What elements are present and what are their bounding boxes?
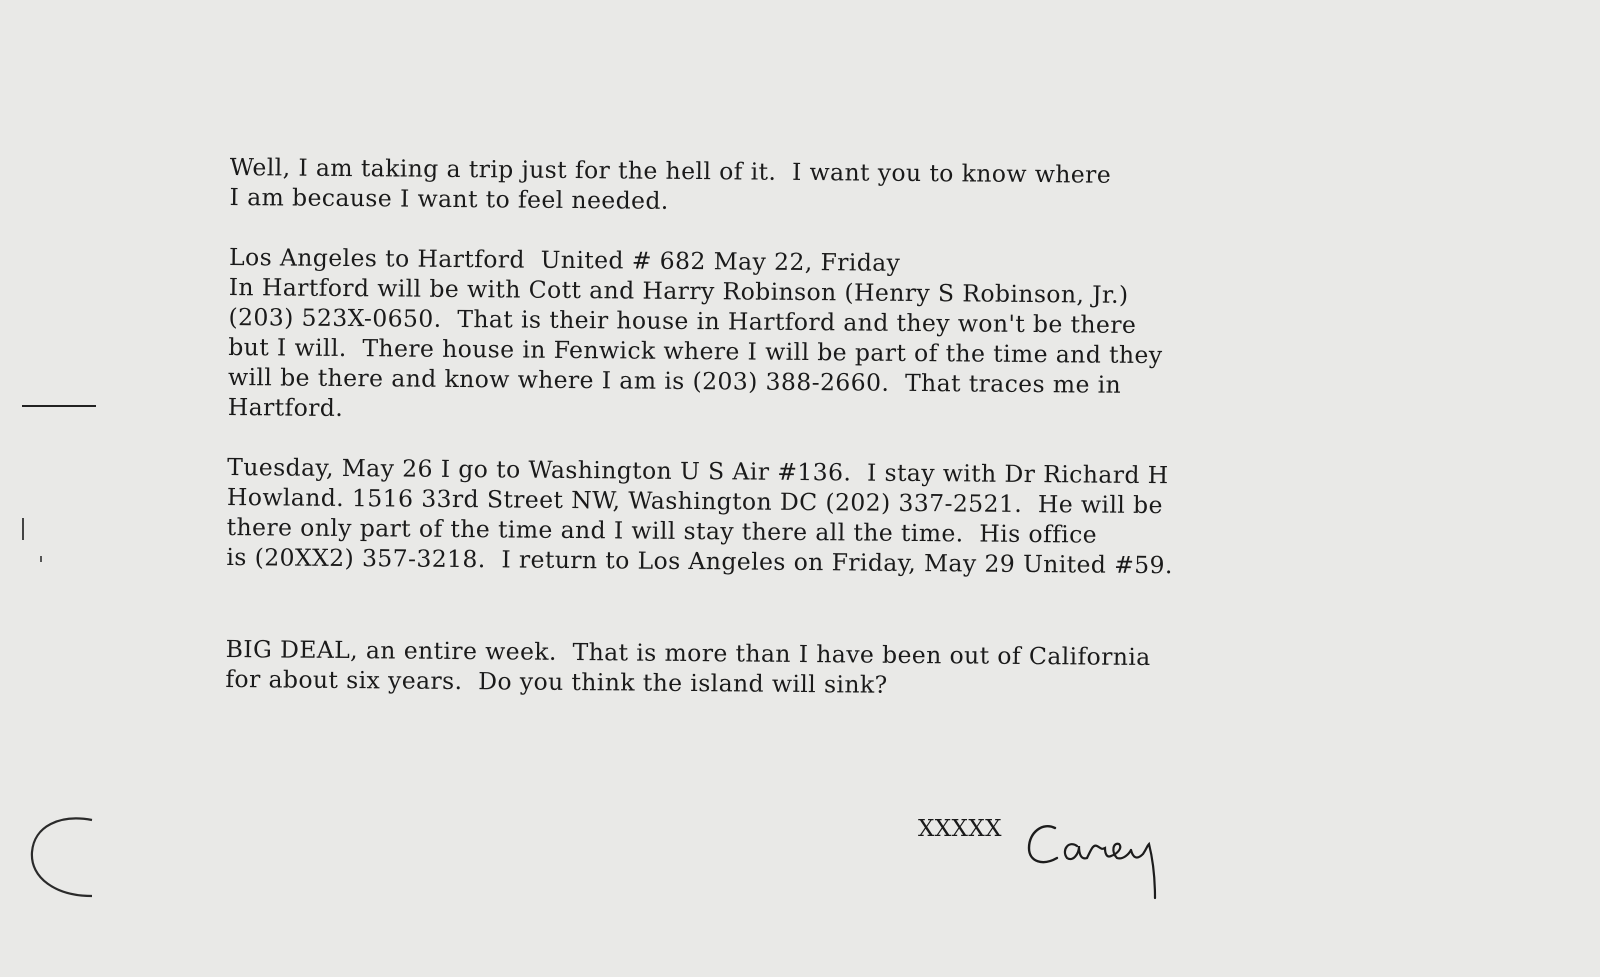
paragraph-hartford bbox=[228, 242, 1460, 433]
text-line: there only part of the time and I will stay there all the time. His office bbox=[226, 512, 1098, 549]
text-line: but I will. There house in Fenwick where I will be part of the time and they bbox=[228, 332, 1163, 370]
text-line: BIG DEAL, an entire week. That is more than I have been out of California bbox=[225, 634, 1151, 672]
text-line: will be there and know where I am is (203) 388-2660. That traces me in bbox=[227, 362, 1122, 399]
text-line: Howland. 1516 33rd Street NW, Washington DC (202) 337-2521. He will be bbox=[226, 482, 1163, 520]
text-line: Well, I am taking a trip just for the hell of it. I want you to know where bbox=[229, 152, 1112, 189]
text-line: for about six years. Do you think the island will sink? bbox=[225, 664, 888, 699]
letter-body bbox=[225, 152, 1460, 735]
paragraph-washington bbox=[226, 452, 1457, 583]
text-line: Tuesday, May 26 I go to Washington U S Air #136. I stay with Dr Richard H bbox=[227, 452, 1169, 490]
margin-dot-mark bbox=[40, 556, 42, 562]
text-line: I am because I want to feel needed. bbox=[229, 182, 669, 215]
paragraph-intro bbox=[229, 152, 1459, 223]
text-line: In Hartford will be with Cott and Harry Robinson (Henry S Robinson, Jr.) bbox=[228, 272, 1129, 309]
closing-kisses: XXXXX bbox=[918, 816, 1002, 842]
text-line: Hartford. bbox=[227, 392, 344, 422]
margin-rule-mark bbox=[22, 405, 96, 407]
margin-tick-mark bbox=[22, 518, 24, 540]
paragraph-big-deal bbox=[225, 634, 1455, 705]
text-line: (203) 523X-0650. That is their house in Hartford and they won't be there bbox=[228, 302, 1137, 339]
text-line: is (20XX2) 357-3218. I return to Los Angeles on Friday, May 29 United #59. bbox=[226, 542, 1173, 580]
handwritten-signature bbox=[1025, 820, 1185, 920]
text-line: Los Angeles to Hartford United # 682 May 22, Friday bbox=[228, 242, 901, 277]
margin-bracket-mark bbox=[20, 812, 100, 912]
